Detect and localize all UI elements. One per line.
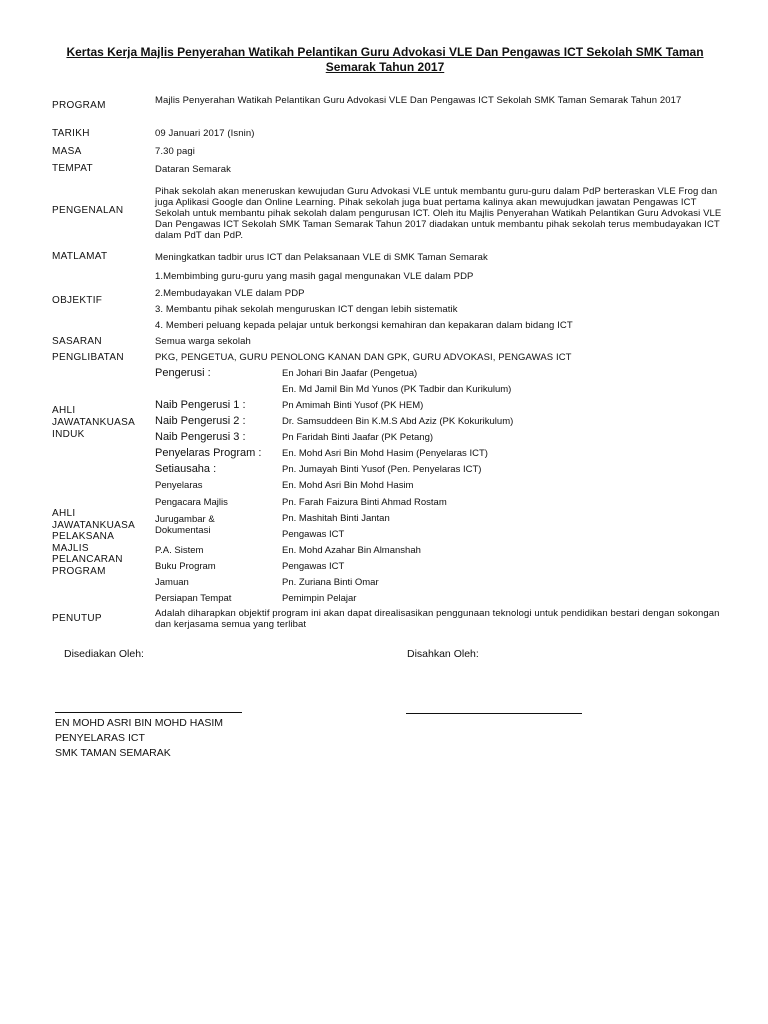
label-sasaran: SASARAN: [52, 336, 102, 347]
pelaksana-member: En. Mohd Azahar Bin Almanshah: [282, 545, 421, 556]
value-program: Majlis Penyerahan Watikah Pelantikan Guru Advokasi VLE Dan Pengawas ICT Sekolah SMK Taman Semarak Tahun 2017: [155, 95, 682, 106]
value-penglibatan: PKG, PENGETUA, GURU PENOLONG KANAN DAN GPK, GURU ADVOKASI, PENGAWAS ICT: [155, 352, 572, 363]
pelaksana-role: Jamuan: [155, 577, 189, 588]
label-ahli-induk: AHLI JAWATANKUASA INDUK: [52, 405, 136, 440]
induk-member: En. Mohd Asri Bin Mohd Hasim (Penyelaras ICT): [282, 448, 488, 459]
label-penglibatan: PENGLIBATAN: [52, 352, 124, 363]
pelaksana-role: P.A. Sistem: [155, 545, 204, 556]
induk-member: En. Md Jamil Bin Md Yunos (PK Tadbir dan Kurikulum): [282, 384, 512, 395]
label-tempat: TEMPAT: [52, 163, 93, 174]
induk-member: En Johari Bin Jaafar (Pengetua): [282, 368, 418, 379]
pelaksana-member: Pn. Zuriana Binti Omar: [282, 577, 379, 588]
objektif-item: 3. Membantu pihak sekolah menguruskan ICT dengan lebih sistematik: [155, 304, 458, 315]
label-ahli-pelaksana: AHLI JAWATANKUASA PELAKSANA MAJLIS PELANCARAN PROGRAM: [52, 508, 136, 577]
value-pengenalan: Pihak sekolah akan meneruskan kewujudan Guru Advokasi VLE untuk membantu guru-guru dalam PdP berteraskan VLE Frog dan juga Aplikasi Google dan Online Learning. Pihak sekolah juga buat pertama kalinya akan mewujudkan jawatan Pengawas ICT Sekolah untuk membantu pihak sekolah dalam pengurusan ICT. Oleh itu Majlis Penyerahan Watikah Pelantikan Guru Advokasi VLE Dan Pengawas ICT Sekolah SMK Taman Semarak Tahun 2017 diadakan untuk membantu pihak sekolah terus membudayakan ICT dalam PdT dan PdP.: [155, 186, 722, 241]
induk-member: Pn Faridah Binti Jaafar (PK Petang): [282, 432, 434, 443]
label-masa: MASA: [52, 146, 82, 157]
value-matlamat: Meningkatkan tadbir urus ICT dan Pelaksanaan VLE di SMK Taman Semarak: [155, 252, 488, 263]
pelaksana-role: Persiapan Tempat: [155, 593, 232, 604]
label-penutup: PENUTUP: [52, 613, 102, 624]
prepared-signature-line: [55, 712, 242, 713]
label-matlamat: MATLAMAT: [52, 251, 108, 262]
induk-member: Pn. Jumayah Binti Yusof (Pen. Penyelaras ICT): [282, 464, 482, 475]
induk-role: Pengerusi :: [155, 367, 211, 379]
pelaksana-role: Pengacara Majlis: [155, 497, 228, 508]
label-pengenalan: PENGENALAN: [52, 205, 124, 216]
pelaksana-member: Pengawas ICT: [282, 529, 345, 540]
signatory-school: SMK TAMAN SEMARAK: [55, 747, 171, 759]
pelaksana-member: Pn. Mashitah Binti Jantan: [282, 513, 390, 524]
label-objektif: OBJEKTIF: [52, 295, 103, 306]
document-title: Kertas Kerja Majlis Penyerahan Watikah Pelantikan Guru Advokasi VLE Dan Pengawas ICT Sekolah SMK Taman Semarak Tahun 2017: [66, 45, 704, 74]
signatory-name: EN MOHD ASRI BIN MOHD HASIM: [55, 717, 224, 729]
pelaksana-role: Jurugambar & Dokumentasi: [155, 514, 215, 536]
induk-role: Naib Pengerusi 3 :: [155, 431, 246, 443]
pelaksana-member: Pengawas ICT: [282, 561, 345, 572]
approved-by-label: Disahkan Oleh:: [407, 648, 479, 660]
pelaksana-member: En. Mohd Asri Bin Mohd Hasim: [282, 480, 414, 491]
value-sasaran: Semua warga sekolah: [155, 336, 251, 347]
signatory-position: PENYELARAS ICT: [55, 732, 145, 744]
induk-role: Naib Pengerusi 2 :: [155, 415, 246, 427]
value-penutup: Adalah diharapkan objektif program ini akan dapat direalisasikan penggunaan teknologi untuk pendidikan bestari dengan sokongan dan kerjasama semua yang terlibat: [155, 608, 720, 630]
induk-role: Penyelaras Program :: [155, 447, 262, 459]
objektif-item: 4. Memberi peluang kepada pelajar untuk berkongsi kemahiran dan kepakaran dalam bidang ICT: [155, 320, 573, 331]
label-program: PROGRAM: [52, 100, 106, 111]
objektif-item: 2.Membudayakan VLE dalam PDP: [155, 288, 305, 299]
prepared-by-label: Disediakan Oleh:: [64, 648, 144, 660]
value-tarikh: 09 Januari 2017 (Isnin): [155, 128, 255, 139]
value-masa: 7.30 pagi: [155, 146, 195, 157]
induk-role: Setiausaha :: [155, 463, 217, 475]
label-tarikh: TARIKH: [52, 128, 90, 139]
approved-signature-line: [406, 713, 582, 714]
pelaksana-role: Buku Program: [155, 561, 216, 572]
induk-member: Dr. Samsuddeen Bin K.M.S Abd Aziz (PK Kokurikulum): [282, 416, 514, 427]
pelaksana-member: Pn. Farah Faizura Binti Ahmad Rostam: [282, 497, 447, 508]
pelaksana-member: Pemimpin Pelajar: [282, 593, 357, 604]
pelaksana-role: Penyelaras: [155, 480, 203, 491]
induk-role: Naib Pengerusi 1 :: [155, 399, 246, 411]
objektif-item: 1.Membimbing guru-guru yang masih gagal mengunakan VLE dalam PDP: [155, 271, 474, 282]
value-tempat: Dataran Semarak: [155, 164, 231, 175]
induk-member: Pn Amimah Binti Yusof (PK HEM): [282, 400, 424, 411]
